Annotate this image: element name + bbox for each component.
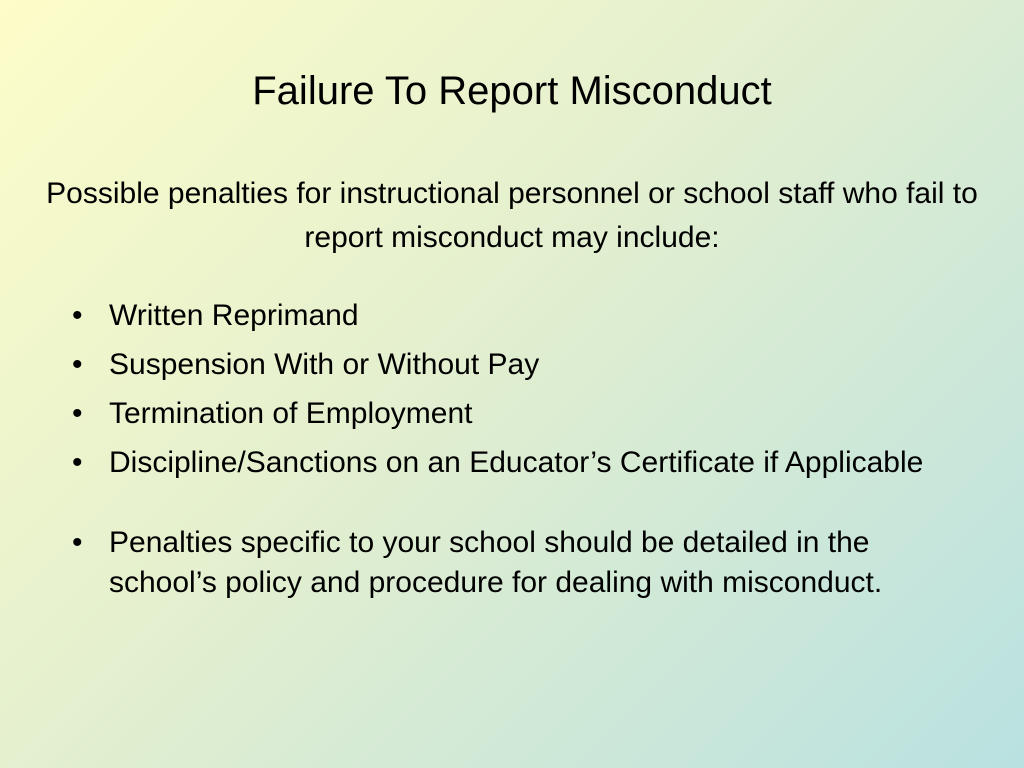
bullet-icon: • bbox=[72, 526, 83, 559]
bullet-icon: • bbox=[72, 397, 83, 430]
bullet-text: Discipline/Sanctions on an Educator’s Certificate if Applicable bbox=[109, 446, 924, 479]
bullet-icon: • bbox=[72, 446, 83, 479]
bullet-text: Termination of Employment bbox=[109, 397, 473, 430]
bullet-list bbox=[64, 296, 964, 612]
bullet-text: Written Reprimand bbox=[109, 299, 359, 332]
bullet-text: Suspension With or Without Pay bbox=[109, 348, 540, 381]
bullet-item-suspension bbox=[64, 345, 964, 385]
bullet-item-certificate-sanctions bbox=[64, 443, 964, 483]
bullet-icon: • bbox=[72, 299, 83, 332]
bullet-item-termination bbox=[64, 394, 964, 434]
bullet-text: Penalties specific to your school should be detailed in the school’s policy and procedure for dealing with misconduct. bbox=[109, 526, 883, 599]
slide-title: Failure To Report Misconduct bbox=[252, 69, 772, 113]
bullet-icon: • bbox=[72, 348, 83, 381]
slide-subtitle: Possible penalties for instructional personnel or school staff who fail to report misconduct may include: bbox=[46, 177, 978, 254]
bullet-item-written-reprimand bbox=[64, 296, 964, 336]
bullet-item-school-penalties bbox=[64, 523, 964, 603]
